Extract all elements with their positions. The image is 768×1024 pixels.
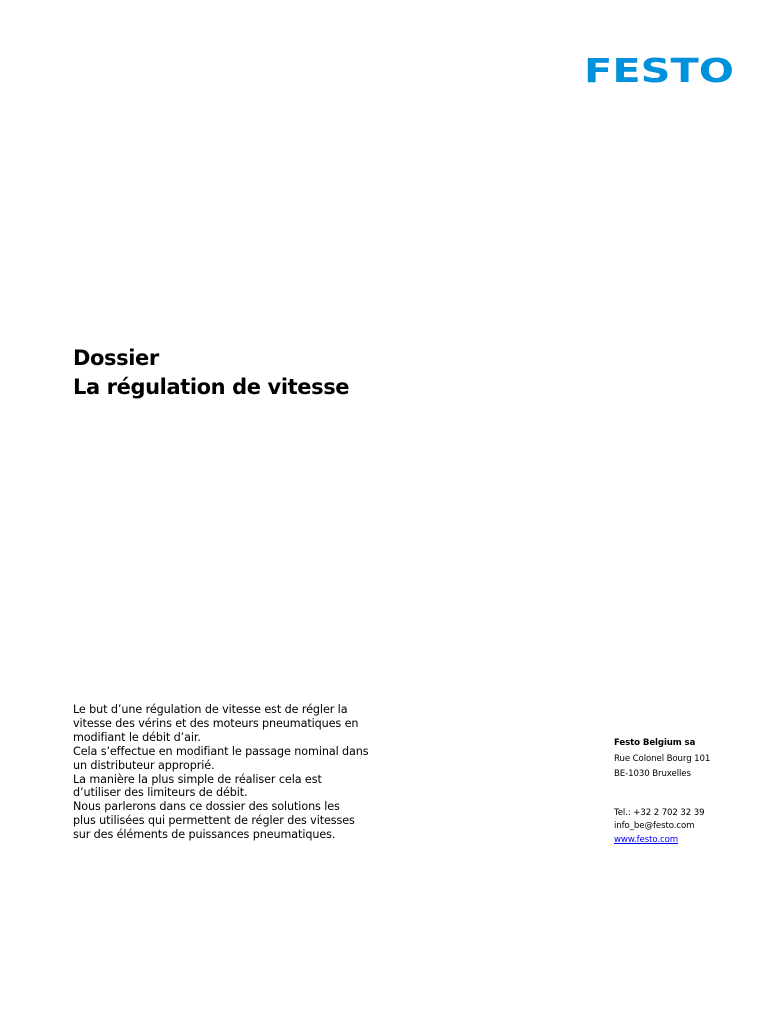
contact-block <box>614 736 754 847</box>
intro-line: Nous parlerons dans ce dossier des solutions les <box>73 800 340 814</box>
intro-line: Le but d’une régulation de vitesse est de régler la <box>73 703 348 716</box>
intro-line: vitesse des vérins et des moteurs pneumatiques en <box>73 716 359 730</box>
title-line-dossier: Dossier <box>73 346 159 370</box>
festo-logo <box>584 54 736 86</box>
website-link[interactable]: www.festo.com <box>614 834 679 845</box>
address-street: Rue Colonel Bourg 101 <box>614 753 711 764</box>
title-line-subject: La régulation de vitesse <box>73 375 350 399</box>
festo-logo-graphic <box>584 54 736 86</box>
company-name: Festo Belgium sa <box>614 738 696 748</box>
contact-spacer <box>614 783 754 807</box>
address-city: BE-1030 Bruxelles <box>614 769 691 779</box>
phone-number: Tel.: +32 2 702 32 39 <box>614 807 705 818</box>
intro-line: modifiant le débit d’air. <box>73 730 201 744</box>
intro-line: sur des éléments de puissances pneumatiques. <box>73 828 336 842</box>
intro-line: La manière la plus simple de réaliser cela est <box>73 772 322 786</box>
email-address: info_be@festo.com <box>614 821 695 831</box>
intro-line: Cela s’effectue en modifiant le passage nominal dans <box>73 744 369 758</box>
document-title <box>73 344 493 402</box>
festo-logo-text: FESTO <box>584 54 734 86</box>
intro-line: plus utilisées qui permettent de régler des vitesses <box>73 814 355 828</box>
intro-line: un distributeur approprié. <box>73 758 215 772</box>
intro-paragraph <box>73 703 373 842</box>
intro-line: d’utiliser des limiteurs de débit. <box>73 786 248 800</box>
